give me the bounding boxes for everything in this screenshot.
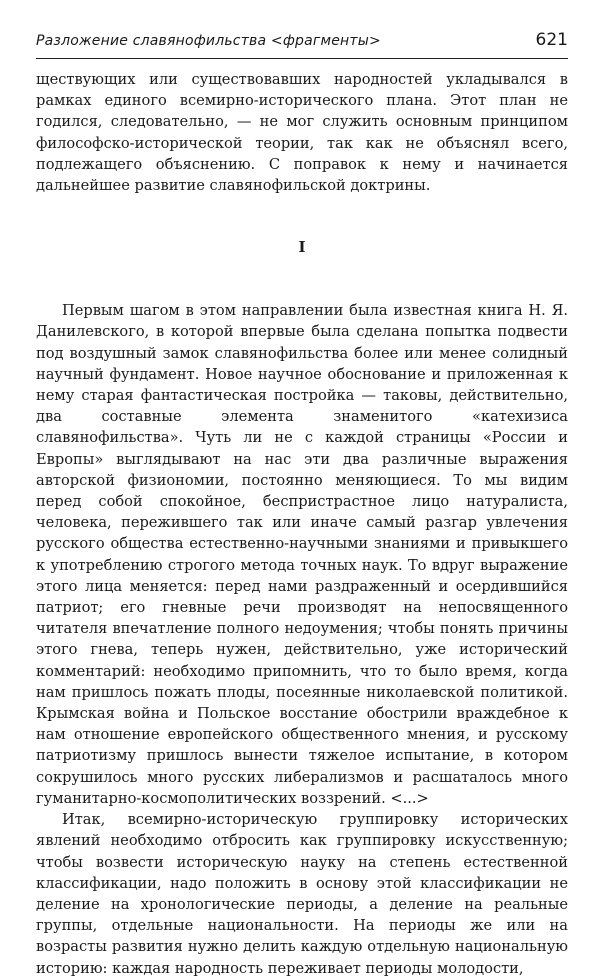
paragraph-danilevsky: Первым шагом в этом направлении была известная книга Н. Я. Данилевского, в которой впервые была сделана попытка подвести под воздушный замок славянофильства более или менее солидный научный фундамент. Новое научное обоснование и приложенная к нему старая фантастическая постройка — таковы, действительно, два составные элемента знаменитого «катехизиса славянофильства». Чуть ли не с каждой страницы «России и Европы» выглядывают на нас эти два различные выражения авторской физиономии, постоянно меняющиеся. То мы видим перед собой спокойное, беспристрастное лицо натуралиста, человека, пережившего так или иначе самый разгар увлечения русского общества естественно-научными знаниями и привыкшего к употреблению строгого метода точных наук. То вдруг выражение этого лица меняется: перед нами раздраженный и осердившийся патриот; его гневные речи производят на непосвященного читателя впечатление полного недоумения; чтобы понять причины этого гнева, теперь нужен, действительно, уже исторический комментарий: необходимо припомнить, что то было время, когда нам пришлось пожать плоды, посеянные николаевской политикой. Крымская война и Польское восстание обострили враждебное к нам отношение европейского общественного мнения, и русскому патриотизму пришлось вынести тяжелое испытание, в котором сокрушилось много русских либерализмов и расшаталось много гуманитарно-космополитических воззрений. <...> [36,302,568,807]
paragraph-continuation: ществующих или существовавших народностей укладывался в рамках единого всемирно-исторического плана. Этот план не годился, следовательно, — не мог служить основным принципом философско-исторической теории, так как не объяснял всего, подлежащего объяснению. С поправок к нему и начинается дальнейшее развитие славянофильской доктрины. [36,71,568,195]
running-title: Разложение славянофильства <фрагменты> [36,33,381,49]
running-header [36,30,568,59]
page-number: 621 [535,30,568,50]
paragraph-classification: Итак, всемирно-историческую группировку исторических явлений необходимо отбросить как группировку искусственную; чтобы возвести историческую науку на степень естественной классификации, надо положить в основу этой классификации не деление на хронологические периоды, а деление на реальные группы, отдельные национальности. На периоды же или на возрасты развития нужно делить каждую отдельную национальную историю: каждая народность переживает периоды молодости, [36,811,568,977]
section-heading: I [298,238,306,257]
book-page [36,30,568,979]
